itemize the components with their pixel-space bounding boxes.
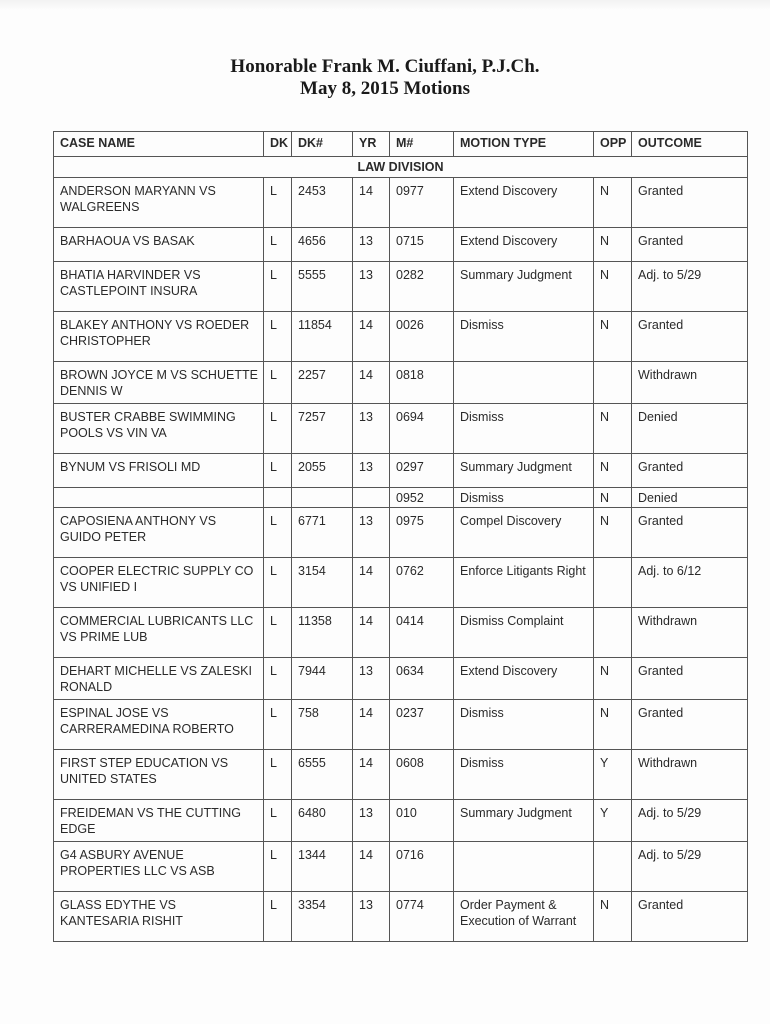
case-name: BROWN JOYCE M VS SCHUETTE DENNIS W — [54, 362, 264, 404]
case-name — [54, 488, 264, 508]
dk-number: 6771 — [292, 508, 353, 558]
dk-number: 6480 — [292, 800, 353, 842]
yr: 13 — [353, 228, 390, 262]
document-subtitle: May 8, 2015 Motions — [300, 78, 470, 99]
outcome: Granted — [632, 700, 748, 750]
yr: 13 — [353, 800, 390, 842]
m-number: 0977 — [390, 178, 454, 228]
m-number: 0237 — [390, 700, 454, 750]
yr: 13 — [353, 404, 390, 454]
dk-number: 3354 — [292, 892, 353, 942]
table-row — [54, 800, 748, 842]
case-name: BHATIA HARVINDER VS CASTLEPOINT INSURA — [54, 262, 264, 312]
opp — [594, 558, 632, 608]
header-dk: DK — [264, 132, 292, 157]
header-motion-type: MOTION TYPE — [454, 132, 594, 157]
dk-number: 11358 — [292, 608, 353, 658]
motion-type: Compel Discovery — [454, 508, 594, 558]
dk: L — [264, 404, 292, 454]
table-row — [54, 404, 748, 454]
case-name: COOPER ELECTRIC SUPPLY CO VS UNIFIED I — [54, 558, 264, 608]
motion-type: Dismiss — [454, 750, 594, 800]
motion-type: Extend Discovery — [454, 178, 594, 228]
m-number: 0608 — [390, 750, 454, 800]
case-name: CAPOSIENA ANTHONY VS GUIDO PETER — [54, 508, 264, 558]
motion-type: Dismiss Complaint — [454, 608, 594, 658]
opp: N — [594, 262, 632, 312]
case-name: FREIDEMAN VS THE CUTTING EDGE — [54, 800, 264, 842]
m-number: 0634 — [390, 658, 454, 700]
dk-number: 4656 — [292, 228, 353, 262]
dk-number: 2257 — [292, 362, 353, 404]
table-row — [54, 362, 748, 404]
dk: L — [264, 892, 292, 942]
dk: L — [264, 700, 292, 750]
dk — [264, 488, 292, 508]
table-row — [54, 312, 748, 362]
m-number: 0716 — [390, 842, 454, 892]
header-opp: OPP — [594, 132, 632, 157]
table-row — [54, 750, 748, 800]
case-name: FIRST STEP EDUCATION VS UNITED STATES — [54, 750, 264, 800]
yr: 14 — [353, 700, 390, 750]
header-m-number: M# — [390, 132, 454, 157]
table-row — [54, 488, 748, 508]
opp — [594, 362, 632, 404]
outcome: Adj. to 5/29 — [632, 800, 748, 842]
opp: N — [594, 228, 632, 262]
dk-number: 6555 — [292, 750, 353, 800]
opp — [594, 842, 632, 892]
dk-number: 7944 — [292, 658, 353, 700]
dk-number: 5555 — [292, 262, 353, 312]
case-name: BYNUM VS FRISOLI MD — [54, 454, 264, 488]
dk: L — [264, 558, 292, 608]
header-dk-number: DK# — [292, 132, 353, 157]
document-title: Honorable Frank M. Ciuffani, P.J.Ch. — [230, 56, 540, 77]
dk: L — [264, 228, 292, 262]
opp: N — [594, 658, 632, 700]
header-case-name: CASE NAME — [54, 132, 264, 157]
dk: L — [264, 800, 292, 842]
dk-number: 3154 — [292, 558, 353, 608]
table-row — [54, 508, 748, 558]
yr: 13 — [353, 508, 390, 558]
dk: L — [264, 842, 292, 892]
opp: N — [594, 700, 632, 750]
opp: N — [594, 178, 632, 228]
yr: 14 — [353, 312, 390, 362]
yr: 13 — [353, 262, 390, 312]
m-number: 0975 — [390, 508, 454, 558]
table-row — [54, 228, 748, 262]
outcome: Adj. to 5/29 — [632, 262, 748, 312]
motion-type: Dismiss — [454, 700, 594, 750]
yr: 14 — [353, 750, 390, 800]
outcome: Withdrawn — [632, 362, 748, 404]
outcome: Granted — [632, 658, 748, 700]
outcome: Granted — [632, 178, 748, 228]
division-label: LAW DIVISION — [54, 157, 748, 178]
yr: 13 — [353, 454, 390, 488]
m-number: 010 — [390, 800, 454, 842]
opp: N — [594, 404, 632, 454]
table-row — [54, 262, 748, 312]
dk-number: 758 — [292, 700, 353, 750]
motion-type: Dismiss — [454, 488, 594, 508]
motion-type: Summary Judgment — [454, 800, 594, 842]
outcome: Denied — [632, 404, 748, 454]
case-name: ESPINAL JOSE VS CARRERAMEDINA ROBERTO — [54, 700, 264, 750]
dk: L — [264, 508, 292, 558]
motion-type: Summary Judgment — [454, 262, 594, 312]
header-yr: YR — [353, 132, 390, 157]
dk: L — [264, 454, 292, 488]
case-name: BUSTER CRABBE SWIMMING POOLS VS VIN VA — [54, 404, 264, 454]
m-number: 0818 — [390, 362, 454, 404]
opp: Y — [594, 800, 632, 842]
m-number: 0762 — [390, 558, 454, 608]
scan-edge — [0, 0, 770, 10]
motion-type: Extend Discovery — [454, 228, 594, 262]
yr: 13 — [353, 658, 390, 700]
dk-number — [292, 488, 353, 508]
table-row — [54, 454, 748, 488]
table-row — [54, 842, 748, 892]
dk: L — [264, 750, 292, 800]
dk: L — [264, 262, 292, 312]
table-row — [54, 700, 748, 750]
dk: L — [264, 362, 292, 404]
opp: N — [594, 508, 632, 558]
dk: L — [264, 658, 292, 700]
dk-number: 11854 — [292, 312, 353, 362]
yr — [353, 488, 390, 508]
case-name: COMMERCIAL LUBRICANTS LLC VS PRIME LUB — [54, 608, 264, 658]
yr: 14 — [353, 558, 390, 608]
motion-type: Enforce Litigants Right — [454, 558, 594, 608]
opp: N — [594, 488, 632, 508]
outcome: Granted — [632, 454, 748, 488]
m-number: 0414 — [390, 608, 454, 658]
outcome: Granted — [632, 228, 748, 262]
case-name: BLAKEY ANTHONY VS ROEDER CHRISTOPHER — [54, 312, 264, 362]
outcome: Granted — [632, 312, 748, 362]
table-row — [54, 658, 748, 700]
dk-number: 7257 — [292, 404, 353, 454]
m-number: 0694 — [390, 404, 454, 454]
dk-number: 1344 — [292, 842, 353, 892]
m-number: 0026 — [390, 312, 454, 362]
m-number: 0297 — [390, 454, 454, 488]
dk-number: 2453 — [292, 178, 353, 228]
dk: L — [264, 608, 292, 658]
m-number: 0774 — [390, 892, 454, 942]
motion-type: Order Payment & Execution of Warrant — [454, 892, 594, 942]
table-row — [54, 558, 748, 608]
header-outcome: OUTCOME — [632, 132, 748, 157]
case-name: DEHART MICHELLE VS ZALESKI RONALD — [54, 658, 264, 700]
motion-type: Dismiss — [454, 312, 594, 362]
yr: 14 — [353, 362, 390, 404]
outcome: Withdrawn — [632, 608, 748, 658]
outcome: Adj. to 5/29 — [632, 842, 748, 892]
outcome: Denied — [632, 488, 748, 508]
motion-type: Summary Judgment — [454, 454, 594, 488]
table-row — [54, 892, 748, 942]
motion-type — [454, 362, 594, 404]
dk-number: 2055 — [292, 454, 353, 488]
opp: N — [594, 312, 632, 362]
yr: 14 — [353, 178, 390, 228]
table-row — [54, 178, 748, 228]
motion-type: Dismiss — [454, 404, 594, 454]
m-number: 0282 — [390, 262, 454, 312]
case-name: ANDERSON MARYANN VS WALGREENS — [54, 178, 264, 228]
m-number: 0715 — [390, 228, 454, 262]
dk: L — [264, 312, 292, 362]
motion-type: Extend Discovery — [454, 658, 594, 700]
opp: Y — [594, 750, 632, 800]
yr: 14 — [353, 608, 390, 658]
table-row — [54, 608, 748, 658]
opp — [594, 608, 632, 658]
m-number: 0952 — [390, 488, 454, 508]
opp: N — [594, 892, 632, 942]
case-name: G4 ASBURY AVENUE PROPERTIES LLC VS ASB — [54, 842, 264, 892]
division-row — [54, 157, 748, 178]
yr: 14 — [353, 842, 390, 892]
motion-type — [454, 842, 594, 892]
opp: N — [594, 454, 632, 488]
header-row — [54, 132, 748, 157]
outcome: Granted — [632, 892, 748, 942]
outcome: Granted — [632, 508, 748, 558]
dk: L — [264, 178, 292, 228]
motions-table — [53, 131, 748, 942]
yr: 13 — [353, 892, 390, 942]
outcome: Adj. to 6/12 — [632, 558, 748, 608]
outcome: Withdrawn — [632, 750, 748, 800]
case-name: BARHAOUA VS BASAK — [54, 228, 264, 262]
case-name: GLASS EDYTHE VS KANTESARIA RISHIT — [54, 892, 264, 942]
